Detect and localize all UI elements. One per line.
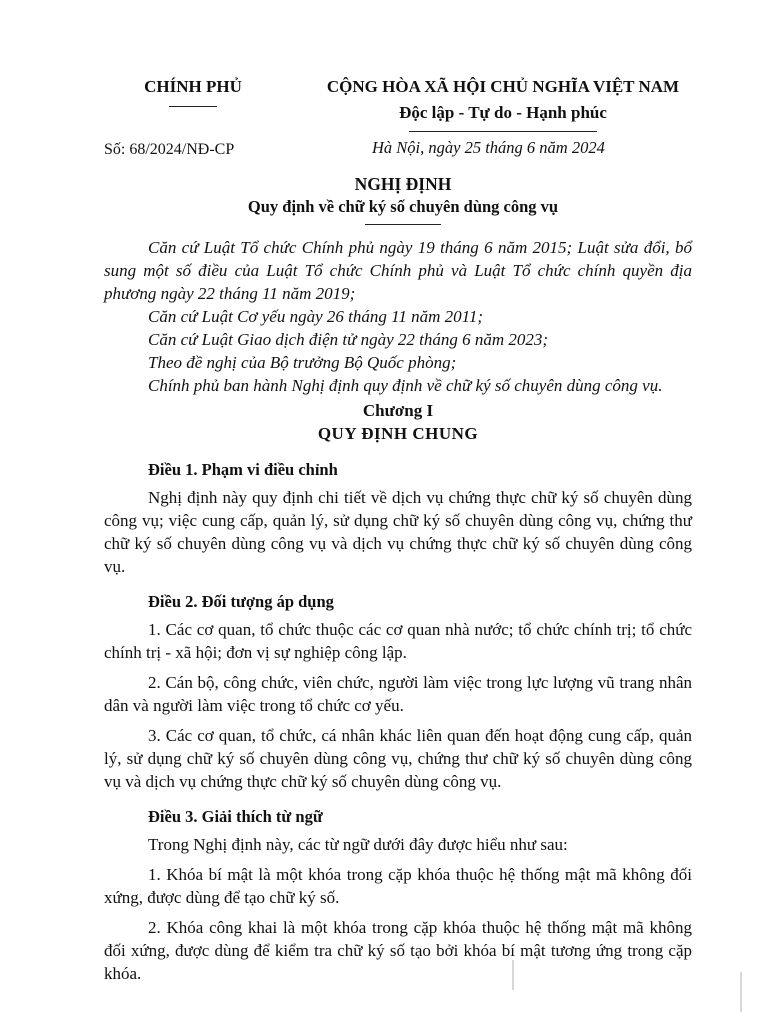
chapter-number: Chương I: [362, 401, 434, 420]
article-heading: Điều 3. Giải thích từ ngữ: [148, 807, 323, 826]
national-motto: Độc lập - Tự do - Hạnh phúc: [399, 103, 607, 122]
issuing-agency-block: [118, 74, 268, 107]
preamble-clause: Chính phủ ban hành Nghị định quy định về chữ ký số chuyên dùng công vụ.: [148, 376, 663, 395]
preamble: [104, 236, 692, 397]
document-title-block: [104, 172, 702, 225]
preamble-clause: Theo đề nghị của Bộ trưởng Bộ Quốc phòng;: [148, 353, 457, 372]
document-type: NGHỊ ĐỊNH: [354, 174, 452, 194]
scan-artifact: [740, 972, 742, 1012]
document-subject: Quy định về chữ ký số chuyên dùng công vụ: [247, 197, 559, 216]
article-paragraph: 2. Khóa công khai là một khóa trong cặp khóa thuộc hệ thống mật mã không đối xứng, được dùng để kiểm tra chữ ký số tạo bởi khóa bí mật tương ứng trong cặp khóa.: [104, 918, 692, 983]
nation-name: CỘNG HÒA XÃ HỘI CHỦ NGHĨA VIỆT NAM: [326, 77, 680, 96]
article-paragraph: Trong Nghị định này, các từ ngữ dưới đây được hiểu như sau:: [148, 835, 568, 854]
issuing-agency: CHÍNH PHỦ: [144, 77, 242, 96]
title-underline: [365, 224, 441, 225]
motto-underline: [409, 131, 597, 132]
article-heading: Điều 2. Đối tượng áp dụng: [148, 592, 334, 611]
preamble-clause: Căn cứ Luật Giao dịch điện tử ngày 22 tháng 6 năm 2023;: [148, 330, 549, 349]
article-paragraph: 3. Các cơ quan, tổ chức, cá nhân khác liên quan đến hoạt động cung cấp, quản lý, sử dụng chữ ký số chuyên dùng công vụ, chứng thư chữ ký số chuyên dùng công vụ và dịch vụ chứng thực chữ ký số chuyên dùng công vụ.: [104, 726, 692, 791]
preamble-clause: Căn cứ Luật Cơ yếu ngày 26 tháng 11 năm 2011;: [148, 307, 484, 326]
article-paragraph: 1. Khóa bí mật là một khóa trong cặp khóa thuộc hệ thống mật mã không đối xứng, được dùng để tạo chữ ký số.: [104, 865, 692, 907]
agency-underline: [169, 106, 217, 107]
national-title-block: [318, 74, 688, 132]
place-and-date: Hà Nội, ngày 25 tháng 6 năm 2024: [372, 138, 605, 157]
document-number: Số: 68/2024/NĐ-CP: [104, 141, 235, 158]
scan-artifact: [512, 960, 514, 990]
chapter-title: QUY ĐỊNH CHUNG: [317, 424, 479, 443]
preamble-clause: Căn cứ Luật Tổ chức Chính phủ ngày 19 tháng 6 năm 2015; Luật sửa đổi, bổ sung một số điều của Luật Tổ chức Chính phủ và Luật Tổ chức chính quyền địa phương ngày 22 tháng 11 năm 2019;: [104, 238, 692, 303]
article-heading: Điều 1. Phạm vi điều chỉnh: [148, 460, 338, 479]
article-paragraph: 2. Cán bộ, công chức, viên chức, người làm việc trong lực lượng vũ trang nhân dân và người làm việc trong tổ chức cơ yếu.: [104, 673, 692, 715]
article-paragraph: 1. Các cơ quan, tổ chức thuộc các cơ quan nhà nước; tổ chức chính trị; tổ chức chính trị - xã hội; đơn vị sự nghiệp công lập.: [104, 620, 692, 662]
document-body: [104, 236, 692, 985]
article-paragraph: Nghị định này quy định chi tiết về dịch vụ chứng thực chữ ký số chuyên dùng công vụ; việc cung cấp, quản lý, sử dụng chữ ký số chuyên dùng công vụ, chứng thư chữ ký số chuyên dùng công vụ và dịch vụ chứng thực chữ ký số chuyên dùng công vụ.: [104, 488, 692, 576]
